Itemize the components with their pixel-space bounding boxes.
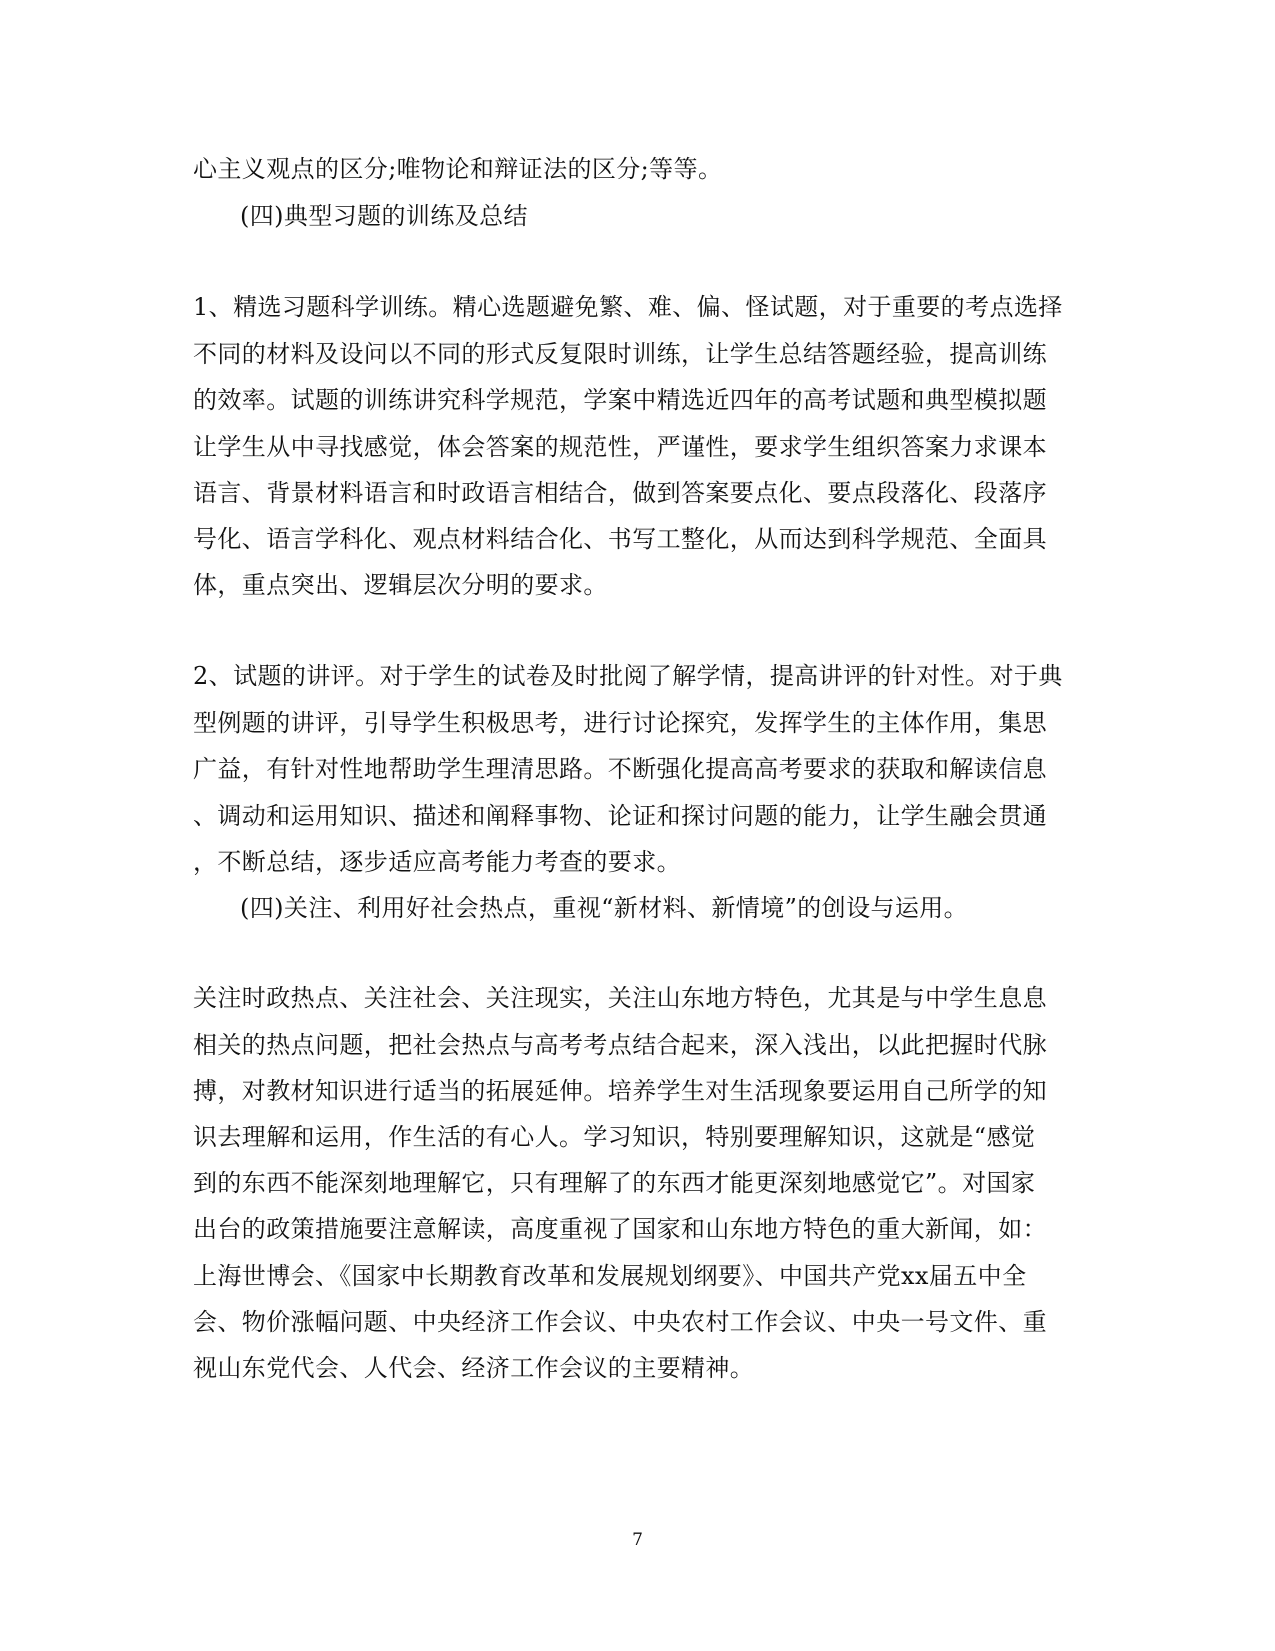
paragraph-line: 搏，对教材知识进行适当的拓展延伸。培养学生对生活现象要运用自己所学的知	[193, 1077, 1047, 1105]
paragraph-line: 心主义观点的区分;唯物论和辩证法的区分;等等。	[193, 155, 723, 183]
paragraph-line: 语言、背景材料语言和时政语言相结合，做到答案要点化、要点段落化、段落序	[193, 479, 1047, 507]
paragraph-line: 相关的热点问题，把社会热点与高考考点结合起来，深入浅出，以此把握时代脉	[193, 1031, 1047, 1059]
paragraph-line: 让学生从中寻找感觉，体会答案的规范性，严谨性，要求学生组织答案力求课本	[193, 433, 1047, 461]
paragraph-line: 会、物价涨幅问题、中央经济工作会议、中央农村工作会议、中央一号文件、重	[193, 1308, 1047, 1336]
paragraph-line: 的效率。试题的训练讲究科学规范，学案中精选近四年的高考试题和典型模拟题	[193, 386, 1047, 414]
paragraph-line: 到的东西不能深刻地理解它，只有理解了的东西才能更深刻地感觉它”。对国家	[193, 1169, 1036, 1197]
paragraph-line: 识去理解和运用，作生活的有心人。学习知识，特别要理解知识，这就是“感觉	[193, 1123, 1036, 1151]
paragraph-line: 型例题的讲评，引导学生积极思考，进行讨论探究，发挥学生的主体作用，集思	[193, 709, 1047, 737]
paragraph-line: 广益，有针对性地帮助学生理清思路。不断强化提高高考要求的获取和解读信息	[193, 755, 1047, 783]
paragraph-line: 2、试题的讲评。对于学生的试卷及时批阅了解学情，提高讲评的针对性。对于典	[193, 662, 1063, 690]
paragraph-line: 体，重点突出、逻辑层次分明的要求。	[193, 571, 608, 599]
paragraph-line: 视山东党代会、人代会、经济工作会议的主要精神。	[193, 1354, 755, 1382]
paragraph-line: 、调动和运用知识、描述和阐释事物、论证和探讨问题的能力，让学生融会贯通	[193, 802, 1047, 830]
paragraph-line: 上海世博会、《国家中长期教育改革和发展规划纲要》、中国共产党xx届五中全	[193, 1262, 1027, 1290]
paragraph-line: 号化、语言学科化、观点材料结合化、书写工整化，从而达到科学规范、全面具	[193, 525, 1047, 553]
section-heading: (四)关注、利用好社会热点，重视“新材料、新情境”的创设与运用。	[240, 894, 969, 922]
paragraph-line: 关注时政热点、关注社会、关注现实，关注山东地方特色，尤其是与中学生息息	[193, 984, 1047, 1012]
section-heading: (四)典型习题的训练及总结	[240, 202, 528, 230]
paragraph-line: 不同的材料及设问以不同的形式反复限时训练，让学生总结答题经验，提高训练	[193, 340, 1047, 368]
paragraph-line: 出台的政策措施要注意解读，高度重视了国家和山东地方特色的重大新闻，如：	[193, 1215, 1047, 1243]
page-number: 7	[632, 1530, 643, 1550]
paragraph-line: ，不断总结，逐步适应高考能力考查的要求。	[193, 848, 681, 876]
paragraph-line: 1、精选习题科学训练。精心选题避免繁、难、偏、怪试题，对于重要的考点选择	[193, 293, 1063, 321]
